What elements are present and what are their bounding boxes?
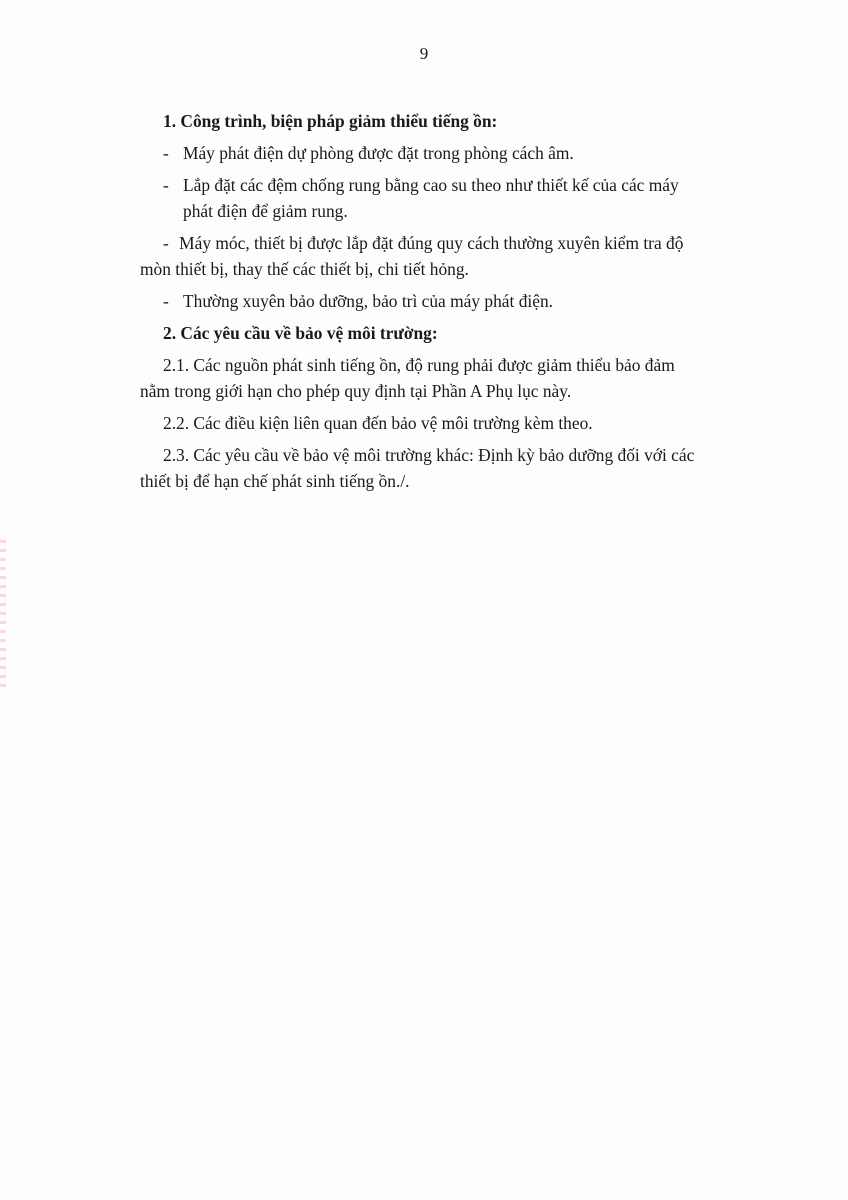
paragraph-line: thiết bị để hạn chế phát sinh tiếng ồn./.	[140, 471, 410, 491]
bullet-dash: -	[163, 143, 169, 163]
bullet-text-line: Máy móc, thiết bị được lắp đặt đúng quy cách thường xuyên kiểm tra độ	[179, 233, 684, 253]
paragraph-line: 2.3. Các yêu cầu về bảo vệ môi trường khác: Định kỳ bảo dưỡng đối với các	[163, 445, 695, 465]
paragraph-line: 2.1. Các nguồn phát sinh tiếng ồn, độ rung phải được giảm thiểu bảo đảm	[163, 355, 675, 375]
section-1-heading: 1. Công trình, biện pháp giảm thiểu tiếng ồn:	[163, 111, 498, 131]
section-2-heading: 2. Các yêu cầu về bảo vệ môi trường:	[163, 323, 438, 343]
paragraph-line: 2.2. Các điều kiện liên quan đến bảo vệ môi trường kèm theo.	[163, 413, 593, 433]
paragraph-line: nằm trong giới hạn cho phép quy định tại Phần A Phụ lục này.	[140, 381, 572, 401]
document-body	[140, 108, 779, 500]
bullet-text: Máy phát điện dự phòng được đặt trong phòng cách âm.	[183, 143, 574, 163]
bullet-text: Thường xuyên bảo dưỡng, bảo trì của máy phát điện.	[183, 291, 553, 311]
section-2-item	[140, 442, 779, 494]
section-1-item	[163, 172, 779, 224]
section-1-item	[163, 140, 779, 166]
page-number: 9	[419, 44, 429, 63]
section-2-item	[140, 352, 779, 404]
bullet-text-block	[163, 230, 779, 256]
bullet-dash: -	[163, 233, 169, 253]
bullet-text-line: mòn thiết bị, thay thế các thiết bị, chi tiết hỏng.	[140, 259, 469, 279]
bullet-text-line: Lắp đặt các đệm chống rung bằng cao su theo như thiết kế của các máy	[183, 175, 679, 195]
bullet-text-line: phát điện để giảm rung.	[183, 201, 348, 221]
section-1-item	[163, 288, 779, 314]
bullet-text-block	[183, 172, 779, 224]
section-2-item	[163, 410, 779, 436]
section-1-item	[140, 230, 779, 282]
margin-stain	[0, 540, 6, 690]
bullet-dash: -	[163, 175, 169, 195]
bullet-dash: -	[163, 291, 169, 311]
